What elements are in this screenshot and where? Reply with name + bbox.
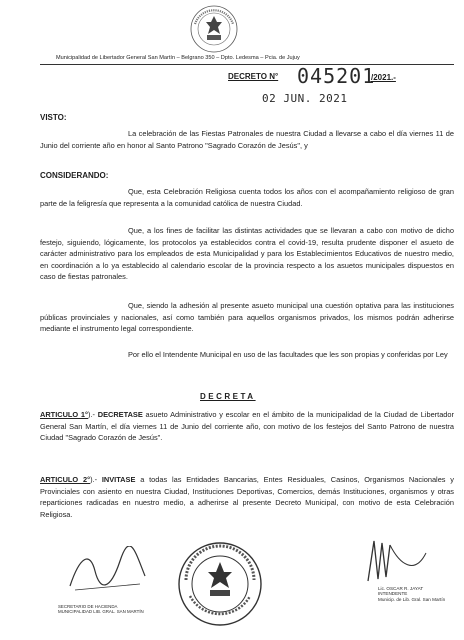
signature-right-icon bbox=[360, 535, 430, 587]
decree-label: DECRETO N° bbox=[228, 72, 279, 81]
considerando-paragraph-2: Que, a los fines de facilitar las distintas actividades que se llevaran a cabo con motivo de dicho festejo, siguiendo, lógicamente, los protocolos ya establecidos contra el covid-19, resulta prudente disponer el asueto de carácter administrativo para los empleados de esta Municipalidad y para los Establecimientos Educativos de nuestro medio, en coordinación a lo ya establecido al calendario escolar de la provincia respecto a los asuetos municipales dispuestos en caso de fiestas patronales. bbox=[40, 226, 454, 281]
header-divider bbox=[40, 64, 454, 65]
visto-heading: VISTO: bbox=[40, 113, 67, 122]
article-2-text: a todas las Entidades Bancarias, Entes Residuales, Casinos, Organismos Nacionales y Provinciales con asiento en nuestra Ciudad, Instituciones Deportivas, Comercios, demás Instituciones, organismos y otras reparticiones radicadas en nuestro medio, a adherirse al presente Decreto Municipal, con motivo de esta Celebración Religiosa. bbox=[40, 475, 454, 519]
article-1-text: asueto Administrativo y escolar en el ámbito de la municipalidad de la Ciudad de Libertador General San Martín, el día viernes 11 de Junio del corriente año, con motivo de los festejos del Santo Patrono de nuestra Ciudad "Sagrado Corazón de Jesús". bbox=[40, 410, 454, 442]
stamp-right-line-3: Municip. de Lib. Gral. San Martín bbox=[378, 596, 446, 602]
decree-number: 045201 bbox=[297, 64, 376, 88]
article-1-separator: ).- bbox=[88, 410, 98, 419]
stamp-right-line-1: Lic. OSCAR R. JAYAT bbox=[378, 586, 424, 591]
article-2-label: ARTICULO 2° bbox=[40, 475, 91, 484]
stamp-left-line-1: SECRETARIO DE HACIENDA bbox=[58, 604, 118, 609]
considerando-paragraph-3: Que, siendo la adhesión al presente asueto municipal una cuestión optativa para las instituciones públicas provinciales y nacionales, así como también para aquellos organismos privados, los mismos podrán adherirse mediante el instrumento legal correspondiente. bbox=[40, 301, 454, 333]
stamp-left-line-2: MUNICIPALIDAD LIB. GRAL. SAN MARTÍN bbox=[58, 609, 144, 614]
article-2-separator: ).- bbox=[90, 475, 102, 484]
article-1-label: ARTICULO 1° bbox=[40, 410, 88, 419]
stamp-right-line-2: INTENDENTE bbox=[378, 591, 408, 597]
article-2 bbox=[40, 474, 454, 520]
visto-paragraph: La celebración de las Fiestas Patronales de nuestra Ciudad a llevarse a cabo el día viernes 11 de Junio del corriente año en honor al Santo Patrono "Sagrado Corazón de Jesús", y bbox=[40, 129, 454, 150]
municipal-seal-stamp-icon bbox=[176, 540, 264, 628]
municipal-seal-icon bbox=[189, 4, 239, 54]
stamp-right bbox=[378, 586, 462, 602]
article-1 bbox=[40, 409, 454, 444]
decree-date-stamp: 02 JUN. 2021 bbox=[262, 92, 348, 105]
institution-address: Municipalidad de Libertador General San Martín – Belgrano 350 – Dpto. Ledesma – Pcia. de Jujuy bbox=[56, 55, 300, 61]
considerando-heading: CONSIDERANDO: bbox=[40, 171, 109, 180]
considerando-paragraph-4: Por ello el Intendente Municipal en uso de las facultades que les son propias y conferidas por Ley bbox=[128, 350, 448, 359]
decree-year: /2021.- bbox=[371, 73, 396, 82]
article-2-verb: INVITASE bbox=[101, 475, 136, 484]
considerando-paragraph-1: Que, esta Celebración Religiosa cuenta todos los años con el acompañamiento religioso de gran parte de la feligresía que representa a la comunidad católica de nuestra Ciudad. bbox=[40, 187, 454, 208]
stamp-left bbox=[58, 578, 144, 634]
decreta-heading: DECRETA bbox=[200, 392, 256, 401]
article-1-verb: DECRETASE bbox=[97, 410, 143, 419]
